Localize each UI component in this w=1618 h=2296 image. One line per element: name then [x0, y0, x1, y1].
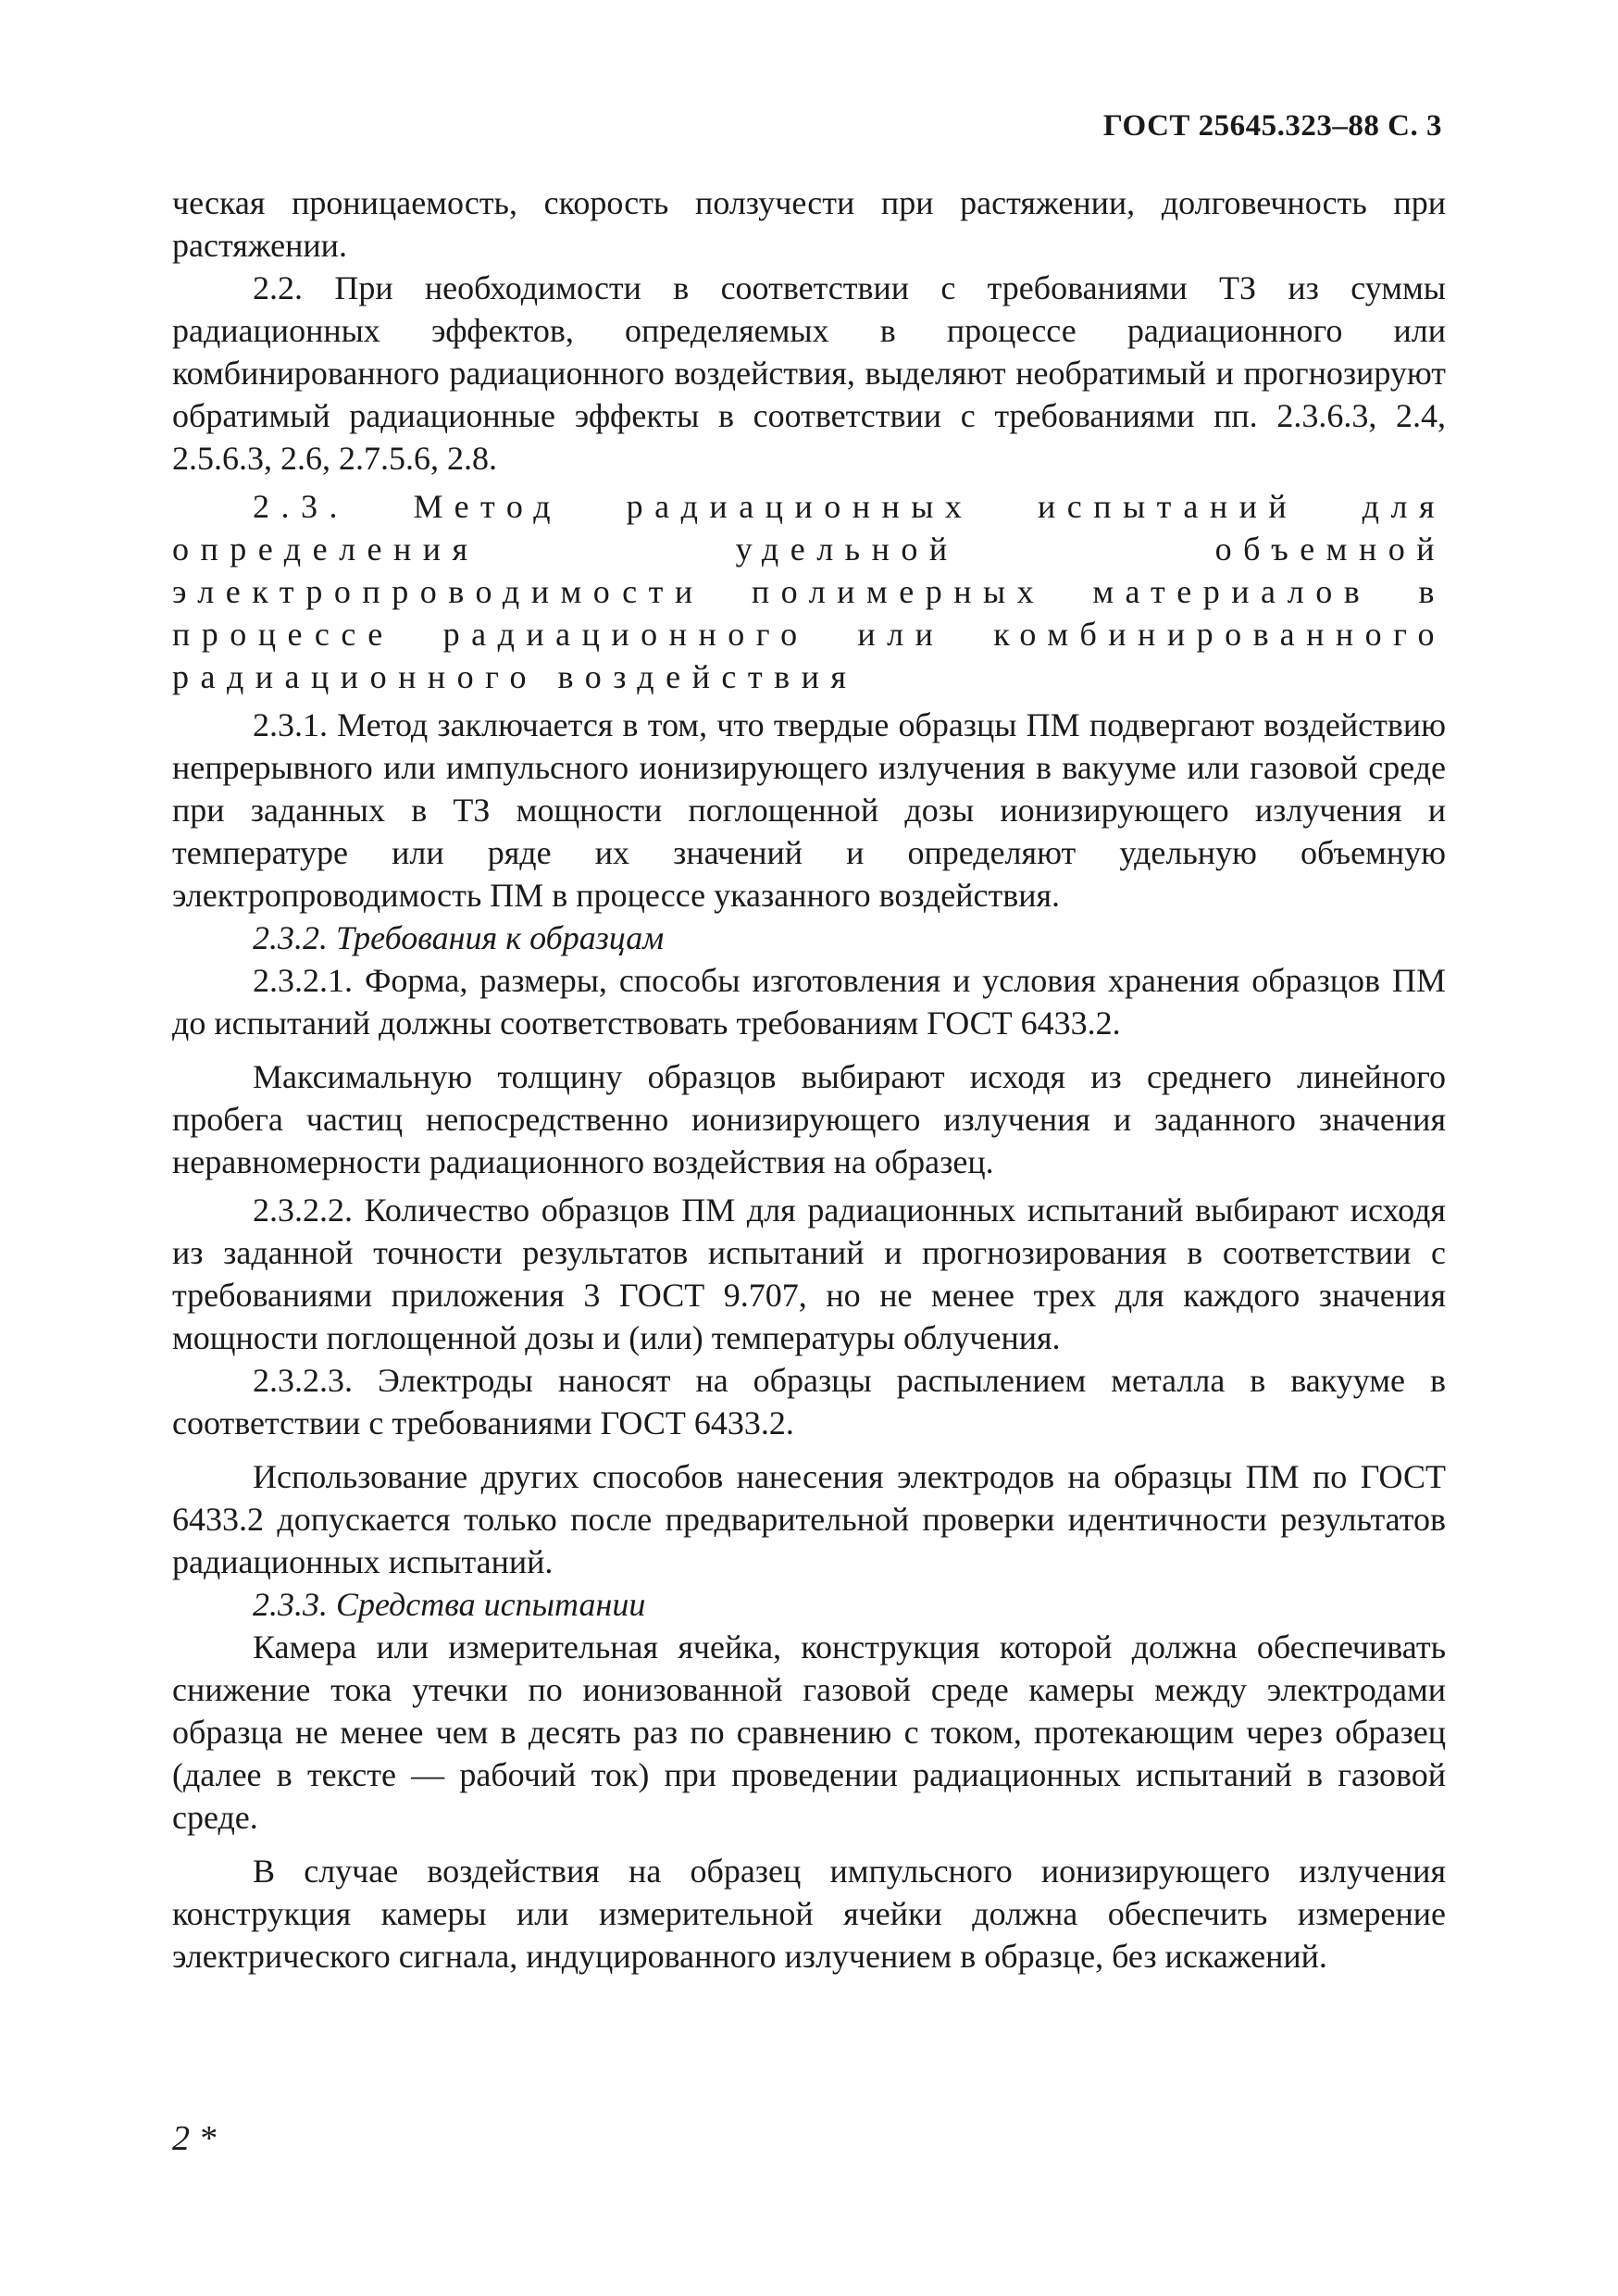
- signature-mark: 2 *: [172, 2119, 217, 2158]
- paragraph-2-2: 2.2. При необходимости в соответствии с требованиями ТЗ из суммы радиационных эффектов, определяемых в процессе радиационного или комбинированного радиационного воздействия, выделяют необратимый и прогнозируют обратимый радиационные эффекты в соответствии с требованиями пп. 2.3.6.3, 2.4, 2.5.6.3, 2.6, 2.7.5.6, 2.8.: [172, 269, 1446, 477]
- paragraph-2-3-1: 2.3.1. Метод заключается в том, что твердые образцы ПМ подвергают воздействию непрерывного или импульсного ионизирующего излучения в вакууме или газовой среде при заданных в ТЗ мощности поглощенной дозы ионизирующего излучения и температуре или ряде их значений и определяют удельную объемную электропроводимость ПМ в процессе указанного воздействия.: [172, 706, 1446, 914]
- subheading-2-3-3: 2.3.3. Средства испытании: [253, 1586, 646, 1623]
- section-heading-2-3: 2.3. Метод радиационных испытаний для определения удельной объемной электропроводимости полимерных материалов в процессе радиационного или комбинированного радиационного воздействия: [172, 488, 1446, 695]
- paragraph-2-3-2-2: 2.3.2.2. Количество образцов ПМ для радиационных испытаний выбирают исходя из заданной точности результатов испытаний и прогнозирования в соответствии с требованиями приложения 3 ГОСТ 9.707, но не менее трех для каждого значения мощности поглощенной дозы и (или) температуры облучения.: [172, 1192, 1446, 1356]
- page-header: ГОСТ 25645.323–88 С. 3: [1102, 109, 1442, 143]
- paragraph-2-3-2-1: 2.3.2.1. Форма, размеры, способы изготовления и условия хранения образцов ПМ до испытаний должны соответствовать требованиям ГОСТ 6433.2.: [172, 962, 1446, 1042]
- subheading-2-3-2: 2.3.2. Требования к образцам: [253, 919, 665, 956]
- paragraph-chamber: Камера или измерительная ячейка, конструкция которой должна обеспечивать снижение тока утечки по ионизованной газовой среде камеры между электродами образца не менее чем в десять раз по сравнению с током, протекающим через образец (далее в тексте — рабочий ток) при проведении радиационных испытаний в газовой среде.: [172, 1628, 1446, 1836]
- paragraph-max-thickness: Максимальную толщину образцов выбирают исходя из среднего линейного пробега частиц непосредственно ионизирующего излучения и заданного значения неравномерности радиационного воздействия на образец.: [172, 1058, 1446, 1180]
- paragraph-continuation: ческая проницаемость, скорость ползучести при растяжении, долговечность при растяжении.: [172, 184, 1446, 264]
- document-body: [172, 181, 1446, 1978]
- paragraph-2-3-2-3: 2.3.2.3. Электроды наносят на образцы распылением металла в вакууме в соответствии с требованиями ГОСТ 6433.2.: [172, 1362, 1446, 1441]
- paragraph-electrodes-other: Использование других способов нанесения электродов на образцы ПМ по ГОСТ 6433.2 допускается только после предварительной проверки идентичности результатов радиационных испытаний.: [172, 1458, 1446, 1580]
- paragraph-impulse: В случае воздействия на образец импульсного ионизирующего излучения конструкция камеры или измерительной ячейки должна обеспечить измерение электрического сигнала, индуцированного излучением в образце, без искажений.: [172, 1853, 1446, 1975]
